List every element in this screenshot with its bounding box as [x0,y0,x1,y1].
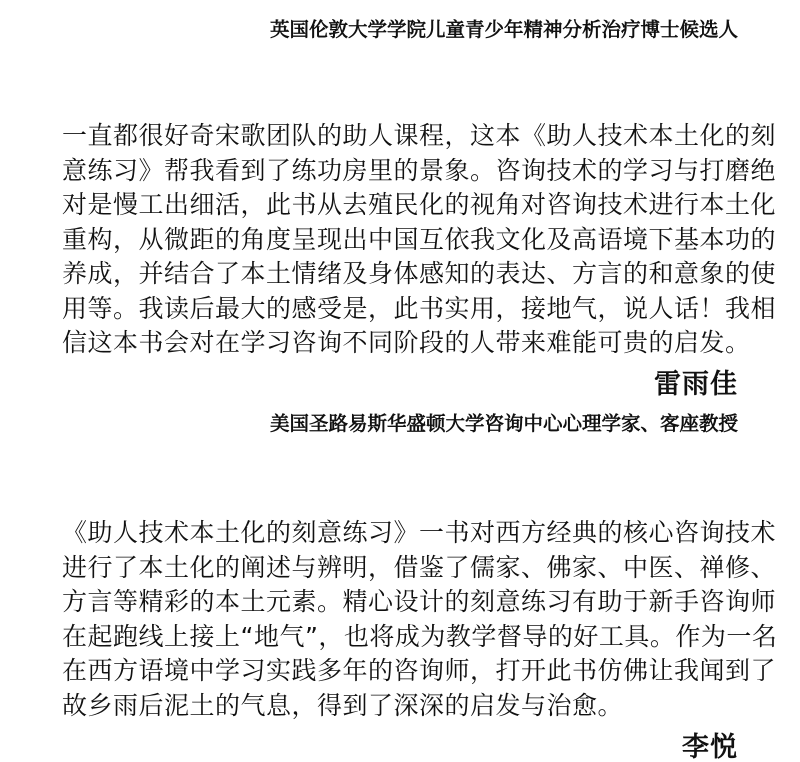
paragraph-line: 用等。我读后最大的感受是，此书实用，接地气，说人话！我相 [62,293,777,323]
paragraph-line: 对是慢工出细活，此书从去殖民化的视角对咨询技术进行本土化 [62,190,777,219]
paragraph-line: 养成，并结合了本土情绪及身体感知的表达、方言的和意象的使 [62,259,777,288]
review-paragraph [62,516,778,723]
paragraph-line: 意练习》帮我看到了练功房里的景象。咨询技术的学习与打磨绝 [62,155,777,185]
author-title: 美国圣路易斯华盛顿大学咨询中心心理学家、客座教授 [269,412,738,435]
author-name: 李悦 [682,732,738,762]
paragraph-line: 故乡雨后泥土的气息，得到了深深的启发与治愈。 [62,690,624,720]
paragraph-line: 方言等精彩的本土元素。精心设计的刻意练习有助于新手咨询师 [62,587,777,616]
paragraph-line: 在西方语境中学习实践多年的咨询师，打开此书仿佛让我闻到了 [62,656,777,685]
paragraph-line: 一直都很好奇宋歌团队的助人课程，这本《助人技术本土化的刻 [62,121,777,150]
paragraph-line: 《助人技术本土化的刻意练习》一书对西方经典的核心咨询技术 [62,518,777,547]
paragraph-line: 信这本书会对在学习咨询不同阶段的人带来难能可贵的启发。 [62,328,751,357]
paragraph-line: 在起跑线上接上“地气”，也将成为教学督导的好工具。作为一名 [62,621,778,651]
review-paragraph [62,119,777,361]
paragraph-line: 重构，从微距的角度呈现出中国互依我文化及高语境下基本功的 [62,224,777,254]
author-name: 雷雨佳 [654,369,738,400]
author-title: 英国伦敦大学学院儿童青少年精神分析治疗博士候选人 [269,18,738,41]
paragraph-line: 进行了本土化的阐述与辨明，借鉴了儒家、佛家、中医、禅修、 [62,552,777,582]
